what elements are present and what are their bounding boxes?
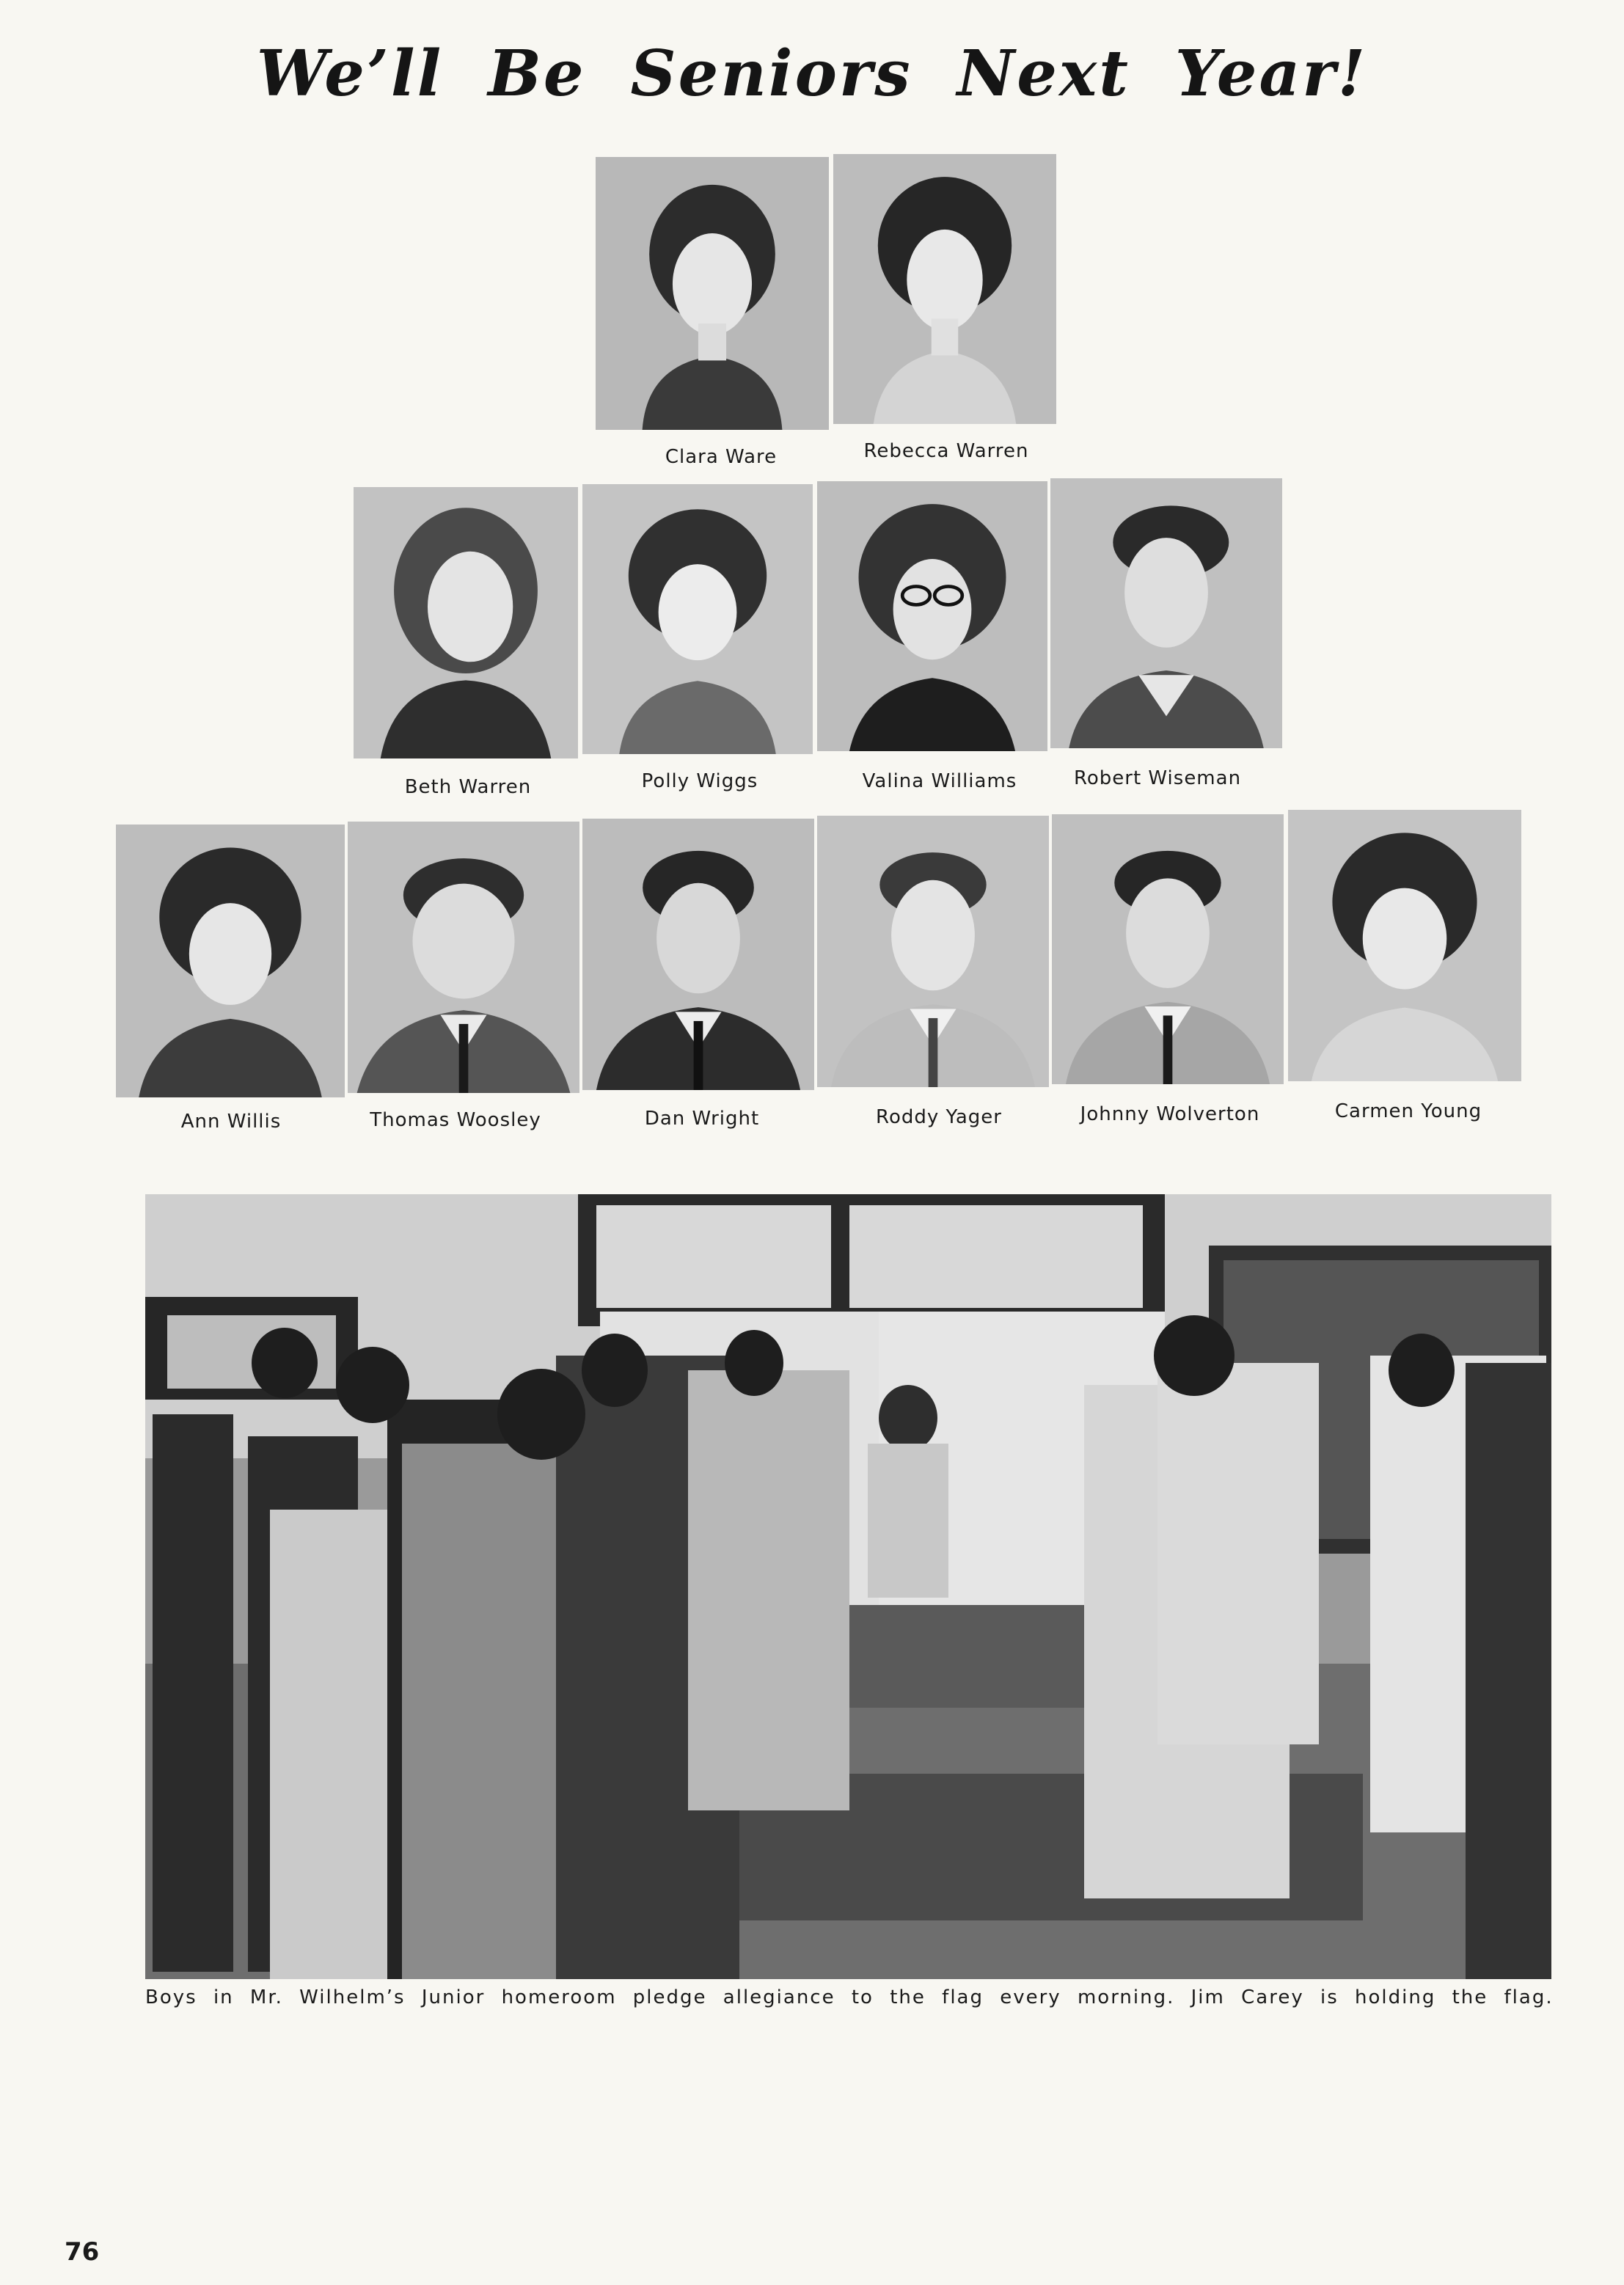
student-name: Roddy Yager [876, 1106, 1002, 1128]
student-name: Valina Williams [862, 770, 1017, 792]
photo-caption: Boys in Mr. Wilhelm’s Junior homeroom pledge allegiance to the flag every morning. Jim Carey is holding the flag. [145, 1986, 1554, 2008]
portrait-photo [582, 484, 813, 754]
portrait-photo [354, 487, 578, 758]
portrait-photo [116, 825, 345, 1097]
student-name: Rebecca Warren [863, 440, 1029, 462]
page-number: 76 [65, 2237, 100, 2267]
student-name: Ann Willis [180, 1111, 282, 1133]
classroom-photo [145, 1194, 1551, 1979]
student-name: Beth Warren [404, 776, 532, 798]
student-name: Johnny Wolverton [1080, 1103, 1260, 1125]
portrait-photo [348, 822, 579, 1093]
portrait-photo [817, 816, 1049, 1087]
portrait-photo [1050, 478, 1282, 748]
portrait-photo [1288, 810, 1521, 1081]
student-name: Thomas Woosley [370, 1109, 541, 1131]
page-title: We’ll Be Seniors Next Year! [256, 37, 1368, 111]
portrait-photo [596, 157, 829, 430]
portrait-photo [582, 819, 814, 1090]
student-name: Carmen Young [1334, 1100, 1482, 1122]
student-name: Clara Ware [665, 446, 778, 468]
portrait-photo [1052, 814, 1284, 1084]
portrait-photo [817, 481, 1047, 751]
portrait-photo [833, 154, 1056, 424]
student-name: Polly Wiggs [641, 770, 758, 792]
student-name: Robert Wiseman [1073, 767, 1242, 789]
student-name: Dan Wright [644, 1108, 760, 1130]
